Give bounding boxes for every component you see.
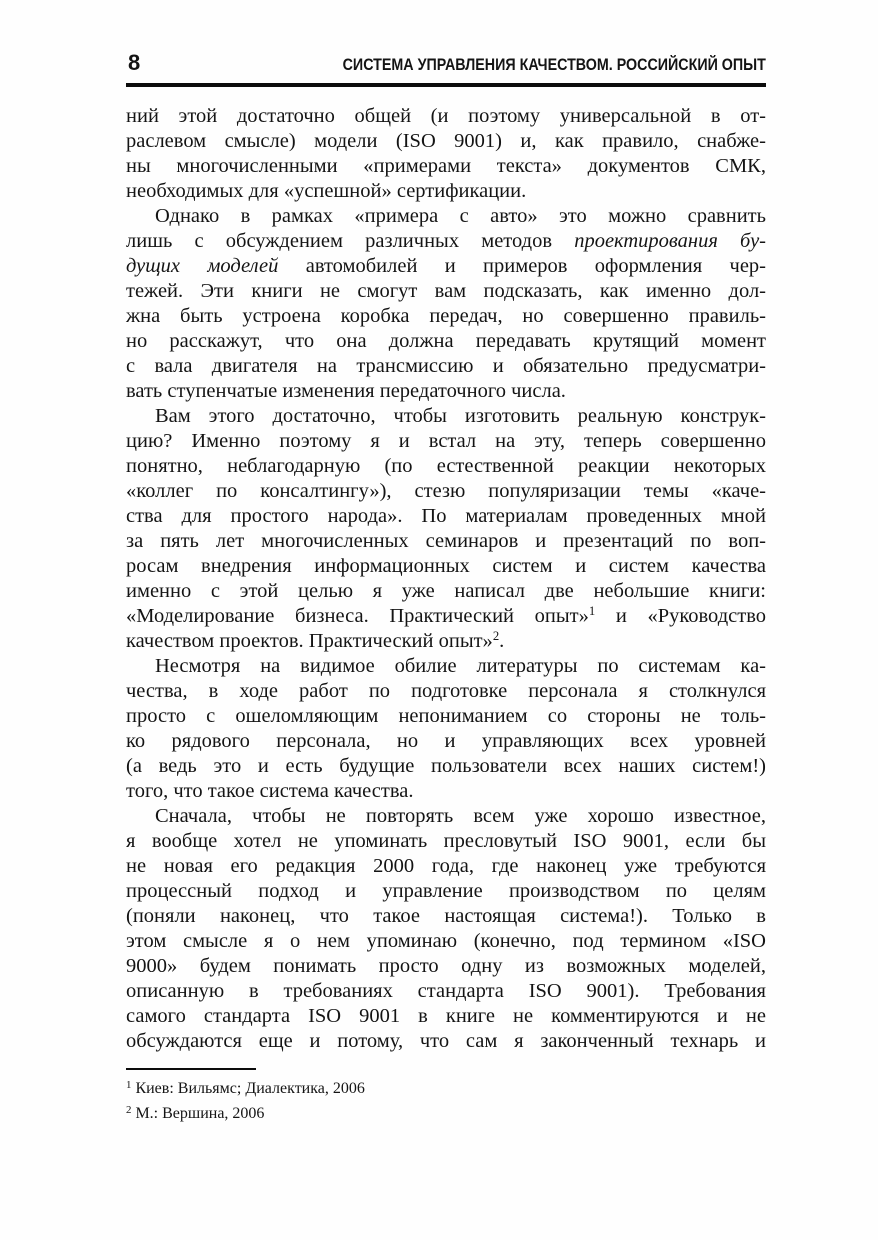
text-segment: . xyxy=(499,630,505,652)
footnote-reference: 1 xyxy=(588,604,596,619)
paragraph xyxy=(126,104,766,204)
text-segment: Однако в рамках «примера с авто» это можно сравнить xyxy=(155,205,766,227)
footnote-1-marker: 1 xyxy=(126,1078,132,1091)
text-segment: я вообще хотел не упоминать пресловутый ISO 9001, если бы xyxy=(126,830,766,852)
text-segment: и «Руководство xyxy=(595,605,766,627)
text-segment: за пять лет многочисленных семинаров и презентаций по воп- xyxy=(126,530,766,552)
body-text xyxy=(126,104,766,1054)
text-line xyxy=(126,979,766,1004)
text-line xyxy=(126,304,766,329)
footnote-1-text: Киев: Вильямс; Диалектика, 2006 xyxy=(135,1080,365,1097)
text-segment: именно с этой целью я уже написал две небольшие книги: xyxy=(126,580,766,602)
paragraph xyxy=(126,204,766,404)
text-segment: с вала двигателя на трансмиссию и обязательно предусматри- xyxy=(126,355,766,377)
text-segment: понятно, неблагодарную (по естественной реакции некоторых xyxy=(126,455,766,477)
text-line xyxy=(126,104,766,129)
text-line xyxy=(126,1004,766,1029)
text-segment: описанную в требованиях стандарта ISO 9001). Требования xyxy=(126,980,766,1002)
text-line xyxy=(126,254,766,279)
text-line xyxy=(126,229,766,254)
running-title: СИСТЕМА УПРАВЛЕНИЯ КАЧЕСТВОМ. РОССИЙСКИЙ ОПЫТ xyxy=(342,55,766,74)
text-segment: дущих моделей xyxy=(126,255,279,277)
text-segment: ства для простого народа». По материалам проведенных мной xyxy=(126,505,766,527)
text-segment: «коллег по консалтингу»), стезю популяризации темы «каче- xyxy=(126,480,766,502)
text-line xyxy=(126,354,766,379)
text-segment: обсуждаются еще и потому, что сам я законченный технарь и xyxy=(126,1030,766,1052)
text-segment: того, что такое система качества. xyxy=(126,780,414,802)
text-segment: «Моделирование бизнеса. Практический опыт» xyxy=(126,605,589,627)
text-segment: Несмотря на видимое обилие литературы по системам ка- xyxy=(155,655,766,677)
text-line xyxy=(126,1029,766,1054)
text-line xyxy=(126,904,766,929)
text-segment: вать ступенчатые изменения передаточного числа. xyxy=(126,380,566,402)
text-line xyxy=(126,379,766,404)
text-segment: ко рядового персонала, но и управляющих всех уровней xyxy=(126,730,766,752)
text-line xyxy=(126,829,766,854)
text-line xyxy=(126,754,766,779)
text-line xyxy=(126,804,766,829)
text-line xyxy=(126,604,766,629)
text-line xyxy=(126,404,766,429)
paragraph xyxy=(126,404,766,654)
footnotes xyxy=(126,1076,766,1126)
text-segment: просто с ошеломляющим непониманием со стороны не толь- xyxy=(126,705,766,727)
text-line xyxy=(126,579,766,604)
text-segment: этом смысле я о нем упоминаю (конечно, под термином «ISO xyxy=(126,930,766,952)
text-line xyxy=(126,154,766,179)
text-line xyxy=(126,779,766,804)
text-line xyxy=(126,929,766,954)
text-line xyxy=(126,854,766,879)
text-segment: росам внедрения информационных систем и систем качества xyxy=(126,555,766,577)
text-segment: (а ведь это и есть будущие пользователи всех наших систем!) xyxy=(126,755,766,777)
text-segment: раслевом смысле) модели (ISO 9001) и, как правило, снабже- xyxy=(126,130,766,152)
text-line xyxy=(126,954,766,979)
text-segment: но расскажут, что она должна передавать крутящий момент xyxy=(126,330,766,352)
text-line xyxy=(126,704,766,729)
text-line xyxy=(126,204,766,229)
paragraph xyxy=(126,654,766,804)
footnote-divider xyxy=(126,1068,256,1070)
text-line xyxy=(126,429,766,454)
text-line xyxy=(126,729,766,754)
text-line xyxy=(126,454,766,479)
text-segment: тежей. Эти книги не смогут вам подсказать, как именно дол- xyxy=(126,280,766,302)
text-segment: проектирования бу- xyxy=(574,230,766,252)
footnote-2 xyxy=(126,1101,766,1126)
text-line xyxy=(126,629,766,654)
text-segment: (поняли наконец, что такое настоящая система!). Только в xyxy=(126,905,766,927)
text-segment: качеством проектов. Практический опыт» xyxy=(126,630,493,652)
text-segment: лишь с обсуждением различных методов xyxy=(126,230,575,252)
text-segment: автомобилей и примеров оформления чер- xyxy=(278,255,766,277)
text-segment: ны многочисленными «примерами текста» документов СМК, xyxy=(126,155,766,177)
text-segment: не новая его редакция 2000 года, где наконец уже требуются xyxy=(126,855,766,877)
text-segment: Сначала, чтобы не повторять всем уже хорошо известное, xyxy=(155,805,766,827)
footnote-2-text: М.: Вершина, 2006 xyxy=(135,1105,265,1122)
text-line xyxy=(126,329,766,354)
text-line xyxy=(126,879,766,904)
text-segment: процессный подход и управление производством по целям xyxy=(126,880,766,902)
header-rule xyxy=(126,83,766,87)
text-line xyxy=(126,479,766,504)
footnote-reference: 2 xyxy=(492,629,500,644)
text-line xyxy=(126,504,766,529)
footnote-1 xyxy=(126,1076,766,1101)
text-segment: чества, в ходе работ по подготовке персонала я столкнулся xyxy=(126,680,766,702)
text-line xyxy=(126,654,766,679)
text-segment: ний этой достаточно общей (и поэтому универсальной в от- xyxy=(126,105,766,127)
text-line xyxy=(126,279,766,304)
page-number: 8 xyxy=(128,50,140,75)
text-line xyxy=(126,129,766,154)
text-segment: цию? Именно поэтому я и встал на эту, теперь совершенно xyxy=(126,430,766,452)
text-line xyxy=(126,179,766,204)
paragraph xyxy=(126,804,766,1054)
page-header xyxy=(126,48,766,76)
text-segment: жна быть устроена коробка передач, но совершенно правиль- xyxy=(126,305,766,327)
text-line xyxy=(126,529,766,554)
text-line xyxy=(126,679,766,704)
text-segment: Вам этого достаточно, чтобы изготовить реальную конструк- xyxy=(155,405,766,427)
text-segment: 9000» будем понимать просто одну из возможных моделей, xyxy=(126,955,766,977)
footnote-2-marker: 2 xyxy=(126,1103,132,1116)
text-segment: необходимых для «успешной» сертификации. xyxy=(126,180,527,202)
text-segment: самого стандарта ISO 9001 в книге не комментируются и не xyxy=(126,1005,766,1027)
text-line xyxy=(126,554,766,579)
